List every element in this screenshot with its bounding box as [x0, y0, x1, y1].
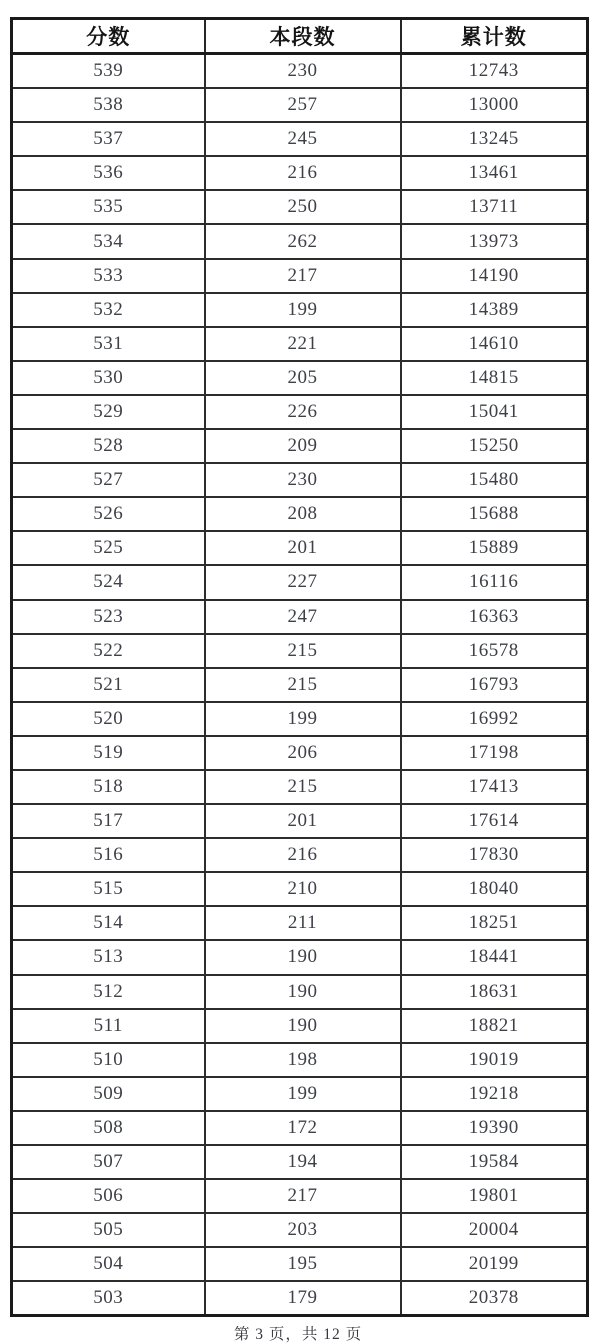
table-header-row — [12, 19, 588, 54]
cumulative-count-cell: 17198 — [401, 736, 588, 770]
segment-count-cell: 247 — [205, 600, 401, 634]
segment-count-cell: 215 — [205, 770, 401, 804]
score-cell: 503 — [12, 1281, 205, 1316]
cumulative-count-cell: 14389 — [401, 293, 588, 327]
table-row — [12, 565, 588, 599]
table-row — [12, 361, 588, 395]
score-cell: 533 — [12, 259, 205, 293]
segment-count-cell: 209 — [205, 429, 401, 463]
score-cell: 530 — [12, 361, 205, 395]
table-row — [12, 975, 588, 1009]
score-cell: 521 — [12, 668, 205, 702]
cumulative-count-cell: 17614 — [401, 804, 588, 838]
score-cell: 538 — [12, 88, 205, 122]
score-cell: 523 — [12, 600, 205, 634]
segment-count-cell: 179 — [205, 1281, 401, 1316]
cumulative-count-cell: 12743 — [401, 54, 588, 89]
segment-count-cell: 206 — [205, 736, 401, 770]
score-cell: 520 — [12, 702, 205, 736]
table-row — [12, 395, 588, 429]
page-number-footer: 第 3 页，共 12 页 — [233, 1326, 363, 1344]
score-cell: 532 — [12, 293, 205, 327]
table-row — [12, 702, 588, 736]
table-row — [12, 838, 588, 872]
table-row — [12, 463, 588, 497]
table-row — [12, 429, 588, 463]
table-row — [12, 88, 588, 122]
segment-count-cell: 203 — [205, 1213, 401, 1247]
table-row — [12, 156, 588, 190]
table-row — [12, 327, 588, 361]
segment-count-cell: 205 — [205, 361, 401, 395]
header-cumulative-count: 累计数 — [401, 19, 588, 54]
score-cell: 517 — [12, 804, 205, 838]
header-score: 分数 — [12, 19, 205, 54]
table-row — [12, 668, 588, 702]
segment-count-cell: 217 — [205, 259, 401, 293]
segment-count-cell: 195 — [205, 1247, 401, 1281]
score-cell: 507 — [12, 1145, 205, 1179]
segment-count-cell: 190 — [205, 975, 401, 1009]
table-row — [12, 1111, 588, 1145]
score-cell: 539 — [12, 54, 205, 89]
cumulative-count-cell: 15889 — [401, 531, 588, 565]
cumulative-count-cell: 13461 — [401, 156, 588, 190]
cumulative-count-cell: 20378 — [401, 1281, 588, 1316]
segment-count-cell: 221 — [205, 327, 401, 361]
score-cell: 537 — [12, 122, 205, 156]
score-cell: 515 — [12, 872, 205, 906]
table-row — [12, 259, 588, 293]
cumulative-count-cell: 19218 — [401, 1077, 588, 1111]
cumulative-count-cell: 18251 — [401, 906, 588, 940]
cumulative-count-cell: 16116 — [401, 565, 588, 599]
cumulative-count-cell: 19801 — [401, 1179, 588, 1213]
cumulative-count-cell: 18821 — [401, 1009, 588, 1043]
cumulative-count-cell: 16363 — [401, 600, 588, 634]
score-cell: 526 — [12, 497, 205, 531]
table-row — [12, 497, 588, 531]
segment-count-cell: 215 — [205, 634, 401, 668]
segment-count-cell: 230 — [205, 54, 401, 89]
cumulative-count-cell: 16578 — [401, 634, 588, 668]
table-row — [12, 1213, 588, 1247]
score-cell: 511 — [12, 1009, 205, 1043]
cumulative-count-cell: 14815 — [401, 361, 588, 395]
cumulative-count-cell: 19019 — [401, 1043, 588, 1077]
score-cell: 512 — [12, 975, 205, 1009]
segment-count-cell: 190 — [205, 940, 401, 974]
segment-count-cell: 250 — [205, 190, 401, 224]
cumulative-count-cell: 15688 — [401, 497, 588, 531]
segment-count-cell: 211 — [205, 906, 401, 940]
table-row — [12, 600, 588, 634]
segment-count-cell: 217 — [205, 1179, 401, 1213]
score-cell: 519 — [12, 736, 205, 770]
table-row — [12, 906, 588, 940]
segment-count-cell: 201 — [205, 804, 401, 838]
cumulative-count-cell: 15041 — [401, 395, 588, 429]
segment-count-cell: 227 — [205, 565, 401, 599]
score-cell: 516 — [12, 838, 205, 872]
table-row — [12, 224, 588, 258]
cumulative-count-cell: 17830 — [401, 838, 588, 872]
cumulative-count-cell: 13245 — [401, 122, 588, 156]
cumulative-count-cell: 17413 — [401, 770, 588, 804]
segment-count-cell: 172 — [205, 1111, 401, 1145]
score-cell: 536 — [12, 156, 205, 190]
score-cell: 509 — [12, 1077, 205, 1111]
table-row — [12, 634, 588, 668]
score-cell: 510 — [12, 1043, 205, 1077]
score-cell: 504 — [12, 1247, 205, 1281]
table-row — [12, 872, 588, 906]
segment-count-cell: 201 — [205, 531, 401, 565]
segment-count-cell: 199 — [205, 702, 401, 736]
table-row — [12, 1077, 588, 1111]
table-row — [12, 531, 588, 565]
score-cell: 508 — [12, 1111, 205, 1145]
table-body — [12, 54, 588, 1316]
cumulative-count-cell: 13711 — [401, 190, 588, 224]
score-cell: 514 — [12, 906, 205, 940]
cumulative-count-cell: 14610 — [401, 327, 588, 361]
table-row — [12, 1281, 588, 1316]
cumulative-count-cell: 18631 — [401, 975, 588, 1009]
score-cell: 505 — [12, 1213, 205, 1247]
table-row — [12, 54, 588, 89]
score-cell: 527 — [12, 463, 205, 497]
score-cell: 522 — [12, 634, 205, 668]
segment-count-cell: 226 — [205, 395, 401, 429]
table-row — [12, 1179, 588, 1213]
segment-count-cell: 245 — [205, 122, 401, 156]
segment-count-cell: 216 — [205, 156, 401, 190]
table-row — [12, 770, 588, 804]
table-row — [12, 190, 588, 224]
score-cell: 529 — [12, 395, 205, 429]
cumulative-count-cell: 20199 — [401, 1247, 588, 1281]
cumulative-count-cell: 19584 — [401, 1145, 588, 1179]
score-cell: 524 — [12, 565, 205, 599]
score-cell: 534 — [12, 224, 205, 258]
score-cell: 518 — [12, 770, 205, 804]
table-row — [12, 122, 588, 156]
cumulative-count-cell: 20004 — [401, 1213, 588, 1247]
score-cell: 528 — [12, 429, 205, 463]
segment-count-cell: 215 — [205, 668, 401, 702]
cumulative-count-cell: 18040 — [401, 872, 588, 906]
cumulative-count-cell: 14190 — [401, 259, 588, 293]
segment-count-cell: 199 — [205, 1077, 401, 1111]
header-segment-count: 本段数 — [205, 19, 401, 54]
segment-count-cell: 257 — [205, 88, 401, 122]
segment-count-cell: 190 — [205, 1009, 401, 1043]
segment-count-cell: 262 — [205, 224, 401, 258]
cumulative-count-cell: 19390 — [401, 1111, 588, 1145]
score-cell: 506 — [12, 1179, 205, 1213]
table-row — [12, 293, 588, 327]
score-distribution-table — [10, 17, 589, 1317]
score-cell: 513 — [12, 940, 205, 974]
segment-count-cell: 198 — [205, 1043, 401, 1077]
table-row — [12, 1043, 588, 1077]
score-cell: 531 — [12, 327, 205, 361]
score-cell: 525 — [12, 531, 205, 565]
segment-count-cell: 194 — [205, 1145, 401, 1179]
segment-count-cell: 230 — [205, 463, 401, 497]
cumulative-count-cell: 16992 — [401, 702, 588, 736]
cumulative-count-cell: 15480 — [401, 463, 588, 497]
segment-count-cell: 216 — [205, 838, 401, 872]
cumulative-count-cell: 13973 — [401, 224, 588, 258]
score-cell: 535 — [12, 190, 205, 224]
table-row — [12, 804, 588, 838]
cumulative-count-cell: 13000 — [401, 88, 588, 122]
segment-count-cell: 199 — [205, 293, 401, 327]
cumulative-count-cell: 18441 — [401, 940, 588, 974]
table-row — [12, 940, 588, 974]
table-row — [12, 1247, 588, 1281]
segment-count-cell: 210 — [205, 872, 401, 906]
table-row — [12, 1009, 588, 1043]
segment-count-cell: 208 — [205, 497, 401, 531]
table-row — [12, 1145, 588, 1179]
cumulative-count-cell: 16793 — [401, 668, 588, 702]
table-row — [12, 736, 588, 770]
cumulative-count-cell: 15250 — [401, 429, 588, 463]
